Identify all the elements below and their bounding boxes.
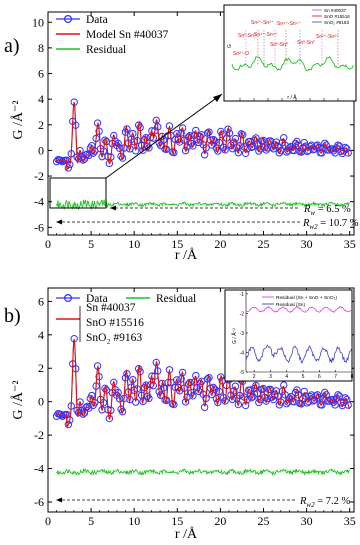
legend-b-sn-label: Sn #40037 [86, 302, 136, 314]
data-point [242, 150, 248, 156]
panel-a [4, 5, 359, 263]
peak-label-6: Sn⁴⁺-Sn⁴⁺ [277, 21, 301, 27]
x-tick-label: 20 [214, 237, 227, 251]
y-axis-label-a: G /Å⁻² [11, 100, 26, 140]
panel-letter-b: b) [4, 305, 21, 327]
x-tick-label: 15 [171, 237, 184, 251]
legend-b-sno2-label: SnO₂ #9163 [86, 332, 143, 344]
legend-data-label: Data [86, 14, 108, 26]
inset-b-x-tick-label: 7 [334, 374, 338, 380]
y-tick-label: -4 [34, 194, 44, 209]
rw2-b-label: $R_{w2} = 7.2$ % [300, 496, 351, 509]
peak-label-3: Sn²⁺-Sn²⁺ [251, 20, 274, 26]
rw-label: $R_w = 6.5$ % [304, 204, 351, 217]
x-tick-label: 10 [128, 237, 141, 251]
inset-b-x-tick-label: 2 [252, 374, 256, 380]
y-tick-label: 4 [38, 92, 44, 107]
y-tick-label: -6 [34, 220, 44, 235]
x-tick-label: 0 [45, 514, 51, 528]
inset-b-x-tick-label: 3 [269, 374, 272, 380]
y-tick-label: -6 [34, 494, 44, 509]
panel-b [4, 288, 356, 542]
peak-label-4: Sn⁴⁺-Sn⁴⁺ [254, 32, 278, 38]
residual-line [57, 469, 350, 475]
data-point [342, 395, 348, 401]
legend-residual-label: Residual [86, 44, 127, 56]
x-tick-label: 35 [343, 237, 356, 251]
inset-b-x-tick-label: 5 [301, 374, 305, 380]
y-tick-label: 0 [38, 394, 44, 409]
y-axis-label-b: G /Å⁻² [11, 380, 26, 420]
y-tick-label: 10 [32, 15, 44, 30]
inset-a-xlabel: r / Å [287, 95, 297, 101]
y-tick-label: -2 [34, 428, 44, 443]
zoom-arrow-head [213, 94, 222, 102]
y-tick-label: 0 [38, 143, 44, 158]
peak-label-8: Sn²⁺-Sn²⁺ [316, 34, 339, 40]
rw2-arrow-left [56, 220, 62, 225]
peak-label-7: Sn⁰-Sn⁰ [297, 40, 315, 46]
peak-label-1: Sn²⁺-O [233, 51, 249, 57]
panel-letter-a: a) [4, 35, 20, 57]
x-tick-label: 20 [214, 514, 227, 528]
x-tick-label: 0 [45, 237, 51, 251]
inset-a-legend-sno: SnO #15516 [324, 14, 350, 19]
y-tick-label: 6 [38, 294, 44, 309]
inset-a [224, 5, 356, 101]
inset-b-y-tick-label: -3 [239, 330, 244, 337]
inset-b-legend-2: Residual (Sn) [276, 303, 306, 308]
y-tick-label: 4 [38, 327, 44, 342]
x-tick-label: 25 [257, 514, 270, 528]
x-tick-label: 25 [257, 237, 270, 251]
inset-b-ylabel: G / Å⁻² [232, 328, 238, 344]
rw-labels-b [56, 496, 351, 509]
x-tick-label: 15 [171, 514, 184, 528]
peak-label-5: Sn⁰-Sn⁰ [270, 42, 288, 48]
legend-b-sno-label: SnO #15516 [86, 317, 144, 329]
y-tick-label: 8 [38, 40, 44, 55]
series-a [53, 99, 351, 209]
inset-b-y-tick-label: -5 [239, 370, 244, 376]
inset-a-legend-sn: Sn #40037 [324, 8, 347, 13]
inset-a-ylabel: G [227, 44, 233, 48]
inset-a-legend-sno2: SnO₂ #9163 [324, 20, 350, 25]
inset-b-x-tick-label: 6 [317, 374, 321, 380]
inset-b-x-tick-label: 8 [350, 374, 354, 380]
rw2-label: $R_{w2} = 10.7$ % [303, 218, 359, 231]
x-tick-label: 5 [88, 237, 95, 251]
rw2-b-arrow-left [56, 498, 62, 503]
inset-b-y-tick-label: -1 [239, 291, 244, 298]
y-tick-label: 2 [38, 117, 44, 132]
legend-a [56, 14, 169, 56]
inset-b-y-tick-label: -4 [239, 350, 244, 357]
inset-b-legend-1: Residual (Sn + SnO + SnO₂) [276, 296, 338, 301]
x-tick-label: 30 [300, 237, 313, 251]
legend-b-residual-label: Residual [156, 293, 197, 305]
x-tick-label: 35 [343, 514, 356, 528]
y-tick-label: -4 [34, 461, 44, 476]
legend-b-data-label: Data [86, 293, 108, 305]
inset-b [225, 290, 354, 381]
x-axis-label-a: r /Å [174, 248, 198, 263]
x-tick-label: 30 [300, 514, 313, 528]
legend-model-label: Model Sn #40037 [86, 29, 169, 41]
x-axis-label-b: r /Å [174, 527, 198, 542]
inset-b-y-tick-label: -2 [239, 311, 244, 318]
x-tick-label: 5 [88, 514, 95, 528]
y-tick-label: 2 [38, 361, 44, 376]
peak-label-2: Sn⁰-Sn⁰ [238, 33, 256, 39]
x-tick-label: 10 [128, 514, 141, 528]
inset-b-x-tick-label: 4 [285, 374, 289, 380]
y-tick-label: -2 [34, 169, 44, 184]
y-tick-label: 6 [38, 66, 44, 81]
